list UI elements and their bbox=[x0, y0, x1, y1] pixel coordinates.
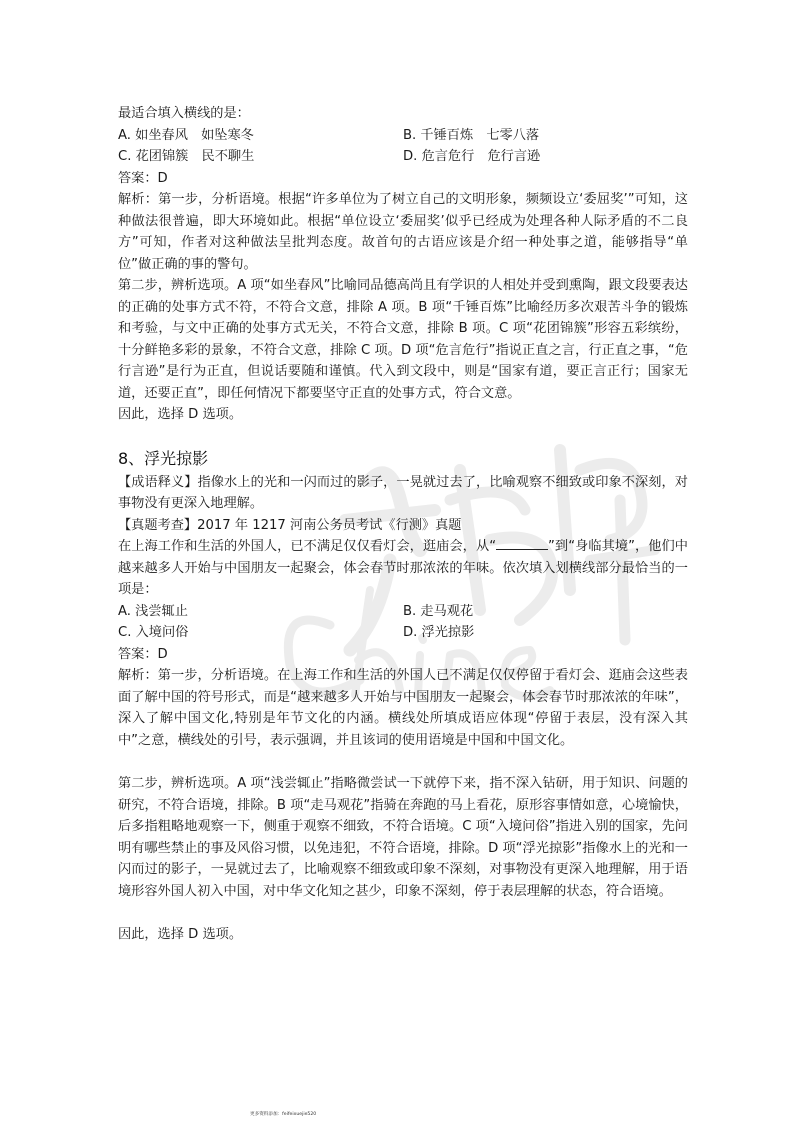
q8-stem bbox=[118, 536, 688, 601]
q7-answer: 答案：D bbox=[118, 170, 168, 186]
q8-option-row bbox=[118, 622, 688, 644]
q8-conclusion: 因此，选择 D 选项。 bbox=[118, 927, 243, 942]
q8-option-row bbox=[118, 601, 688, 623]
answer-blank bbox=[496, 536, 548, 550]
q8-option-a: A. 浅尝辄止 bbox=[118, 603, 188, 619]
q8-option-b: B. 走马观花 bbox=[403, 603, 474, 619]
q7-option-row bbox=[118, 125, 688, 147]
paragraph-spacer bbox=[118, 751, 688, 773]
section-spacer bbox=[118, 426, 688, 446]
q7-analysis-step1: 解析：第一步，分析语境。根据“许多单位为了树立自己的文明形象，频频设立‘委屈奖’”可知，这种做法很普遍，即大环境如此。根据“单位设立‘委屈奖’似乎已经成为处理各种人际矛盾的不二良方”可知，作者对这种做法呈批判态度。故首句的古语应该是介绍一种处事之道，能够指导“单位”做正确的事的警句。 bbox=[118, 192, 688, 272]
q8-stem-before: 在上海工作和生活的外国人，已不满足仅仅看灯会，逛庙会，从“ bbox=[118, 539, 497, 554]
q8-answer: 答案：D bbox=[118, 646, 168, 662]
q8-stem-after: ”到“身临其境”，他们中越来越多人开始与中国朋友一起聚会，体会春节时那浓浓的年味。依次填入划横线部分最恰当的一项是： bbox=[118, 539, 688, 597]
q7-option-a: A. 如坐春风 如坠寒冬 bbox=[118, 127, 254, 143]
document-body bbox=[118, 103, 688, 946]
paragraph-spacer bbox=[118, 902, 688, 924]
q7-option-d: D. 危言危行 危行言逊 bbox=[403, 149, 541, 164]
q8-title: 8、浮光掠影 bbox=[118, 448, 209, 468]
footer-note: 更多资料添加：feifeixuejie520 bbox=[250, 1112, 317, 1117]
q7-option-row bbox=[118, 146, 688, 168]
q8-analysis-step1: 解析：第一步，分析语境。在上海工作和生活的外国人已不满足仅仅停留于看灯会、逛庙会这些表面了解中国的符号形式，而是“越来越多人开始与中国朋友一起聚会，体会春节时那浓浓的年味”，深入了解中国文化,特别是年节文化的内涵。横线处所填成语应体现“停留于表层，没有深入其中”之意，横线处的引号，表示强调，并且该词的使用语境是中国和中国文化。 bbox=[118, 668, 688, 748]
q8-analysis-step2: 第二步，辨析选项。A 项“浅尝辄止”指略微尝试一下就停下来，指不深入钻研，用于知识、问题的研究，不符合语境，排除。B 项“走马观花”指骑在奔跑的马上看花，原形容事情如意，心境愉快，后多指粗略地观察一下，侧重于观察不细致，不符合语境。C 项“入境问俗”指进入别的国家，先问明有哪些禁止的事及风俗习惯，以免违犯，不符合语境，排除。D 项“浮光掠影”指像水上的光和一闪而过的影子，一晃就过去了，比喻观察不细致或印象不深刻，对事物没有更深入地理解，用于语境形容外国人初入中国，对中华文化知之甚少，印象不深刻，停于表层理解的状态，符合语境。 bbox=[118, 776, 688, 899]
q7-analysis-step2: 第二步，辨析选项。A 项“如坐春风”比喻同品德高尚且有学识的人相处并受到熏陶，跟文段要表达的正确的处事方式不符，不符合文意，排除 A 项。B 项“千锤百炼”比喻经历多次艰苦斗争的锻炼和考验，与文中正确的处事方式无关，不符合文意，排除 B 项。C 项“花团锦簇”形容五彩缤纷，十分鲜艳多彩的景象，不符合文意，排除 C 项。D 项“危言危行”指说正直之言，行正直之事，“危行言逊”是行为正直，但说话要随和谨慎。代入到文段中，则是“国家有道，要正言正行；国家无道，还要正直”，即任何情况下都要坚守正直的处事方式，符合文意。 bbox=[118, 278, 688, 401]
q7-option-b: B. 千锤百炼 七零八落 bbox=[403, 127, 540, 143]
q7-conclusion: 因此，选择 D 选项。 bbox=[118, 407, 243, 422]
q7-stem-end: 最适合填入横线的是： bbox=[118, 106, 250, 121]
q8-definition: 【成语释义】指像水上的光和一闪而过的影子，一晃就过去了，比喻观察不细致或印象不深刻，对事物没有更深入地理解。 bbox=[118, 474, 688, 511]
q8-source: 【真题考查】2017 年 1217 河南公务员考试《行测》真题 bbox=[118, 517, 462, 533]
q7-option-c: C. 花团锦簇 民不聊生 bbox=[118, 149, 255, 164]
q8-option-d: D. 浮光掠影 bbox=[403, 625, 475, 640]
q8-option-c: C. 入境问俗 bbox=[118, 625, 189, 640]
